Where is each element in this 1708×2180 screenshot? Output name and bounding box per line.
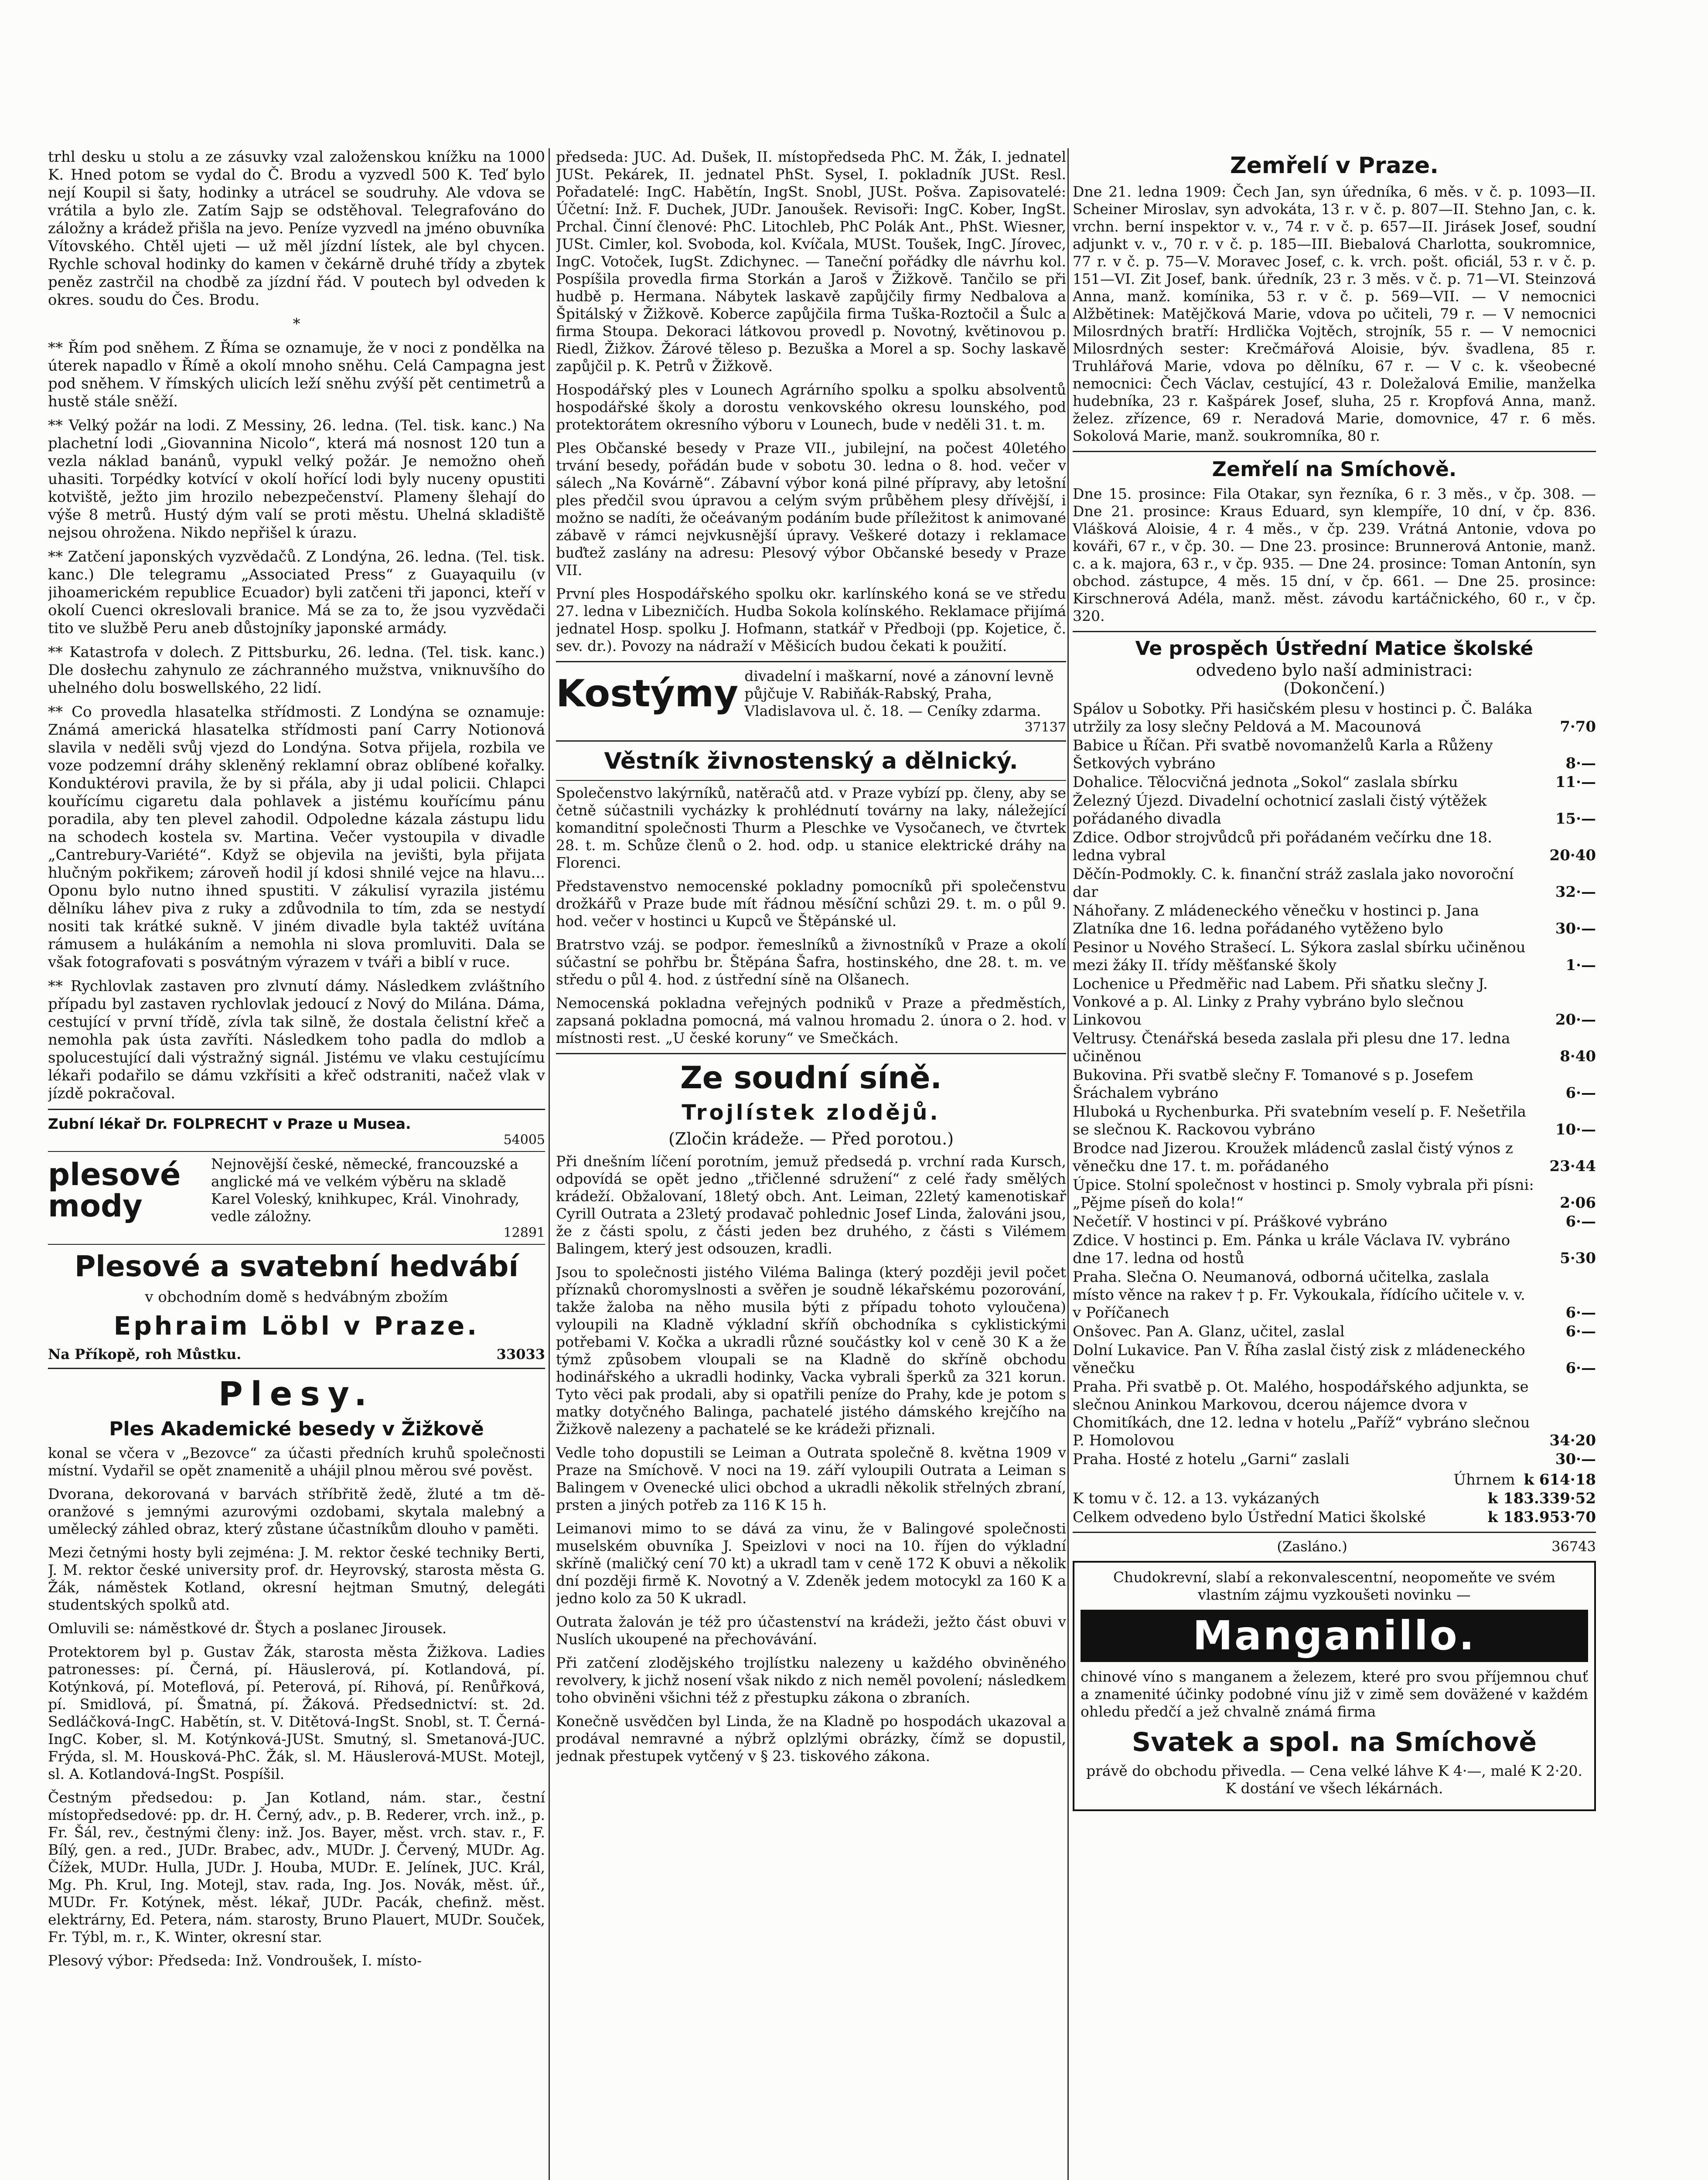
- article-text: Jsou to společnosti jistého Viléma Balinga (který později jevil počet příznaků choromyslnosti a svěřen je soudně lékařskému pozorování, takže žaloba na něho musila býti z případu tohoto vyloučena) vyloupili na Kladně výkladní skříň obchodníka s cyklistickými potřebami V. Kočka a ukradli různé součástky kol v ceně 30 K a že týmž způsobem vloupali se na Kladně do skříně obchodu hodinářského a ukradli hodinky, Vacka vybrali šperků za 321 korun. Tyto věci pak prodali, aby si opatřili peníze do Prahy, kde je potom s matky dotyčného Balinga, pachatelé jistého dámského krejčího na Žižkově nalezeny a pachatelé se ke krádeži přiznali.: [556, 1264, 1066, 1437]
- article-farm-ball: První ples Hospodářského spolku okr. karlínského koná se ve středu 27. ledna v Libezničích. Hudba Sokola kolínského. Reklamace přijímá jednatel Hosp. spolku J. Hofmann, statkář v Předboji (pp. Kojetice, č. sev. dr.). Povozy na nádraží v Měšicích budou čekati k použití.: [556, 585, 1066, 654]
- divider: [48, 1368, 545, 1369]
- sum-label: Celkem odvedeno bylo Ústřední Matici školské: [1073, 1509, 1426, 1526]
- donation-text: Onšovec. Pan A. Glanz, učitel, zaslal: [1073, 1323, 1345, 1340]
- column-right: [1073, 148, 1596, 2180]
- sent-in-label: (Zasláno.): [1277, 1538, 1347, 1555]
- donation-text: Brodce nad Jizerou. Kroužek mládenců zaslal čistý výnos z věnečku dne 17. t. m. pořádaného: [1073, 1140, 1513, 1175]
- donation-row: [1073, 865, 1596, 901]
- article-text: Protektorem byl p. Gustav Žák, starosta města Žižkova. Ladies patronesses: pí. Černá, pí. Häuslerová, pí. Kotlandová, pí. Kotýnková, pí. Moteflová, pí. Peterová, pí. Rihová, pí. Renůřková, pí. Smidlová, pí. Šmatná, pí. Žáková. Předsednictví: st. 2d. Sedláčková-IngC. Habětín, st. V. Ditětová-IngSt. Snobl, st. T. Černá-IngC. Kober, sl. M. Kotýnková-JUSt. Smutný, sl. Smetanová-JUC. Frýda, sl. M. Housková-PhC. Žák, sl. M. Häuslerová-MUSt. Motejl, sl. A. Kotlandová-IngSt. Pospíšil.: [48, 1643, 545, 1782]
- column-left: [48, 148, 545, 2180]
- ad-costumes-text: divadelní i maškarní, nové a zánovní levně půjčuje V. Rabiňák-Rabský, Praha, Vladislavova ul. č. 18. — Ceníky zdarma.: [744, 668, 1054, 719]
- donation-row: [1073, 975, 1596, 1029]
- ad-number: 12891: [503, 1225, 545, 1240]
- article-train-stopped: ** Rychlovlak zastaven pro zlvnutí dámy. Následkem zvláštního případu byl zastaven rychlovlak jedoucí z Nový do Milána. Dáma, cestující v první třídě, zívla tak silně, že dostala čelistní křeč a nemohla pak ústa zavříti. Následkem toho padla do mdlob a spolucestující dali výstražný signál. Jistému ve vlaku cestujícímu lékaři podařilo se dámu vzkřísiti a křeč odstraniti, načež vlak v jízdě pokračoval.: [48, 978, 545, 1102]
- donation-row: [1073, 1342, 1596, 1377]
- donation-text: Babice u Říčan. Při svatbě novomanželů Karla a Růženy Šetkových vybráno: [1073, 737, 1493, 772]
- article-mine-disaster: ** Katastrofa v dolech. Z Pittsburku, 26. ledna. (Tel. tisk. kanc.) Dle dosłechu zahynulo ze záchranného mužstva, vniknuvšího do uhelného dolu boswellského, 22 lidí.: [48, 644, 545, 697]
- donation-row: [1073, 1378, 1596, 1450]
- divider: [556, 1053, 1066, 1054]
- donation-row: [1073, 1232, 1596, 1267]
- sum-row: [1073, 1471, 1596, 1489]
- ad-manganillo-title: Manganillo.: [1081, 1610, 1588, 1662]
- donation-text: Spálov u Sobotky. Při hasičském plesu v hostinci p. Č. Baláka utržily za losy slečny Peldová a M. Macounová: [1073, 700, 1533, 736]
- section-heading-balls: Plesy.: [218, 1374, 375, 1413]
- donation-text: Úpice. Stolní společnost v hostinci p. Smoly vybrala při písni: „Pějme píseň do kola!“: [1073, 1176, 1534, 1212]
- column-rule: [549, 148, 550, 2180]
- donation-row: [1073, 1176, 1596, 1212]
- divider: [556, 780, 1066, 781]
- donation-row: [1073, 1213, 1596, 1231]
- donation-row: [1073, 1030, 1596, 1066]
- donation-amount: 8·—: [1565, 755, 1596, 772]
- sum-label: K tomu v č. 12. a 13. vykázaných: [1073, 1490, 1320, 1507]
- donation-amount: 11·—: [1555, 773, 1596, 791]
- ad-silk-subtitle: v obchodním domě s hedvábným zbožím: [145, 1288, 448, 1306]
- donation-text: Pesinor u Nového Strašecí. L. Sýkora zaslal sbírku učiněnou mezi žáky II. třídy měšťanské školy: [1073, 939, 1526, 974]
- donation-amount: 34·20: [1549, 1432, 1596, 1449]
- ad-manganillo-intro: Chudokrevní, slabí a rekonvalescentní, neopomeňte ve svém vlastním zájmu vyzkoušeti novinku —: [1113, 1569, 1556, 1603]
- article-text: předseda: JUC. Ad. Dušek, II. místopředseda PhC. M. Žák, I. jednatel JUSt. Pekárek, II. jednatel PhSt. Sysel, I. pokladník JUSt. Resl. Pořadatelé: IngC. Habětín, IngSt. Snobl, JUSt. Pošva. Zapisovatelé: Účetní: Inž. F. Duchek, JUDr. Janoušek. Revisoři: IngC. Kober, IngSt. Prchal. Činní členové: PhC. Litochleb, PhC Polák Ant., PhSt. Wiesner, JUSt. Cimler, kol. Svoboda, kol. Kvíčala, MUSt. Toušek, IngC. Jírovec, IngC. Votoček, IugSt. Zdichynec. — Taneční pořádky dle návrhu kol. Pospíšila provedla firma Storkán a Jaroš v Žižkově. Tančilo se při hudbě p. Hermana. Nábytek laskavě zapůjčily firmy Nedbalova a Špitálský v Žižkově. Koberce zapůjčila firma Tuška-Roztočil a Šulc a firma Stoupa. Dekoraci látkovou provedl p. Novotný, květinovou p. Riedl, Žižkov. Žárové těleso p. Bezuška a Morel a sp. Sochy laskavě zapůjčil p. K. Petrů v Žižkově.: [556, 148, 1066, 375]
- article-rome-snow: ** Řím pod sněhem. Z Říma se oznamuje, že v noci z pondělka na úterek napadlo v Římě a okolí mnoho sněhu. Celá Campagna jest pod sněhem. V římských ulicích leží sněhu zvýší pět centimetrů a hustě stále sněží.: [48, 339, 545, 410]
- donation-text: Praha. Hosté z hotelu „Garni“ zaslali: [1073, 1451, 1350, 1468]
- divider: [556, 661, 1066, 662]
- donation-row: [1073, 1140, 1596, 1175]
- article-temperance: ** Co provedla hlasatelka střídmosti. Z Londýna se oznamuje: Známá americká hlasatelka střídmosti paní Carry Notionová slavila v neděli svůj vjezd do Londýna. Sotva přijela, rozbila ve voze podzemní dráhy skleněný reklamní obraz oblíbené kořalky. Konduktérovi pravila, že by si přála, aby ji udal policii. Chlapci kouřícímu cigaretu dala pohlavek a jistému kouřícímu pánu poradila, aby ten plevel zahodil. Odpoledne kázala zástupu lidu na schodech kostela sv. Martina. Večer vystoupila v divadle „Cantrebury-Variété“. Když se objevila na jevišti, byla přijata hlučným pokřikem; zároveň hodil jí kdosi shnilé vejce na hlavu... Oponu bylo nutno ihned spustiti. V zákulisí vyrazila jistému dělníku láhev piva z ruky a zdůvodnila to tím, zda se nestydí nositi tak krátké sukně. V jiném divadle byla taktéž uvítána rámusem a hulákáním a nemohla ni slova promluviti. Dala se však fotografovati s posvátným výrazem v tváři a biblí v ruce.: [48, 703, 545, 971]
- sum-value: k 183.953·70: [1487, 1509, 1596, 1526]
- ad-silk-title: Plesové a svatební hedvábí: [74, 1250, 519, 1283]
- donation-amount: 7·70: [1560, 718, 1596, 736]
- ad-number: 54005: [503, 1132, 545, 1148]
- ad-silk-firm: Ephraim Löbl v Praze.: [113, 1311, 480, 1341]
- section-heading-deaths-prague: Zemřelí v Praze.: [1230, 153, 1439, 179]
- donation-amount: 5·30: [1560, 1250, 1596, 1267]
- donations-list: [1073, 700, 1596, 1468]
- article-text: Při dnešním líčení porotním, jemuž předsedá p. vrchní rada Kursch, odpovídá se opět jedno „třičlenné sdružení“ z celé řady smělých krádeží. Obžalovaní, 18letý obch. Ant. Leiman, 22letý kamenotiskař Cyrill Outrata a 23letý prodavač pohlednic Josef Linda, žalováni jsou, že z části spolu, z části jeden bez druhého, z části s Vilémem Balingem, který jest odsouzen, kradli.: [556, 1153, 1066, 1257]
- ad-ball-fashion-text: Nejnovější české, německé, francouzské a anglické má ve velkém výběru na skladě Karel Voleský, knihkupec, Král. Vinohrady, vedle záložny.: [211, 1155, 520, 1225]
- article-text: Outrata žalován je též pro účastenství na krádeži, ježto část obuvi v Nuslích ukoupené na přechovávání.: [556, 1613, 1066, 1648]
- donation-row: [1073, 1268, 1596, 1322]
- separator-dot: *: [293, 315, 300, 333]
- ad-manganillo-footer: právě do obchodu přivedla. — Cena velké láhve K 4·—, malé K 2·20. K dostání ve všech lékárnách.: [1086, 1762, 1582, 1797]
- donation-row: [1073, 939, 1596, 974]
- article-japanese-spies: ** Zatčení japonských vyzvědačů. Z Londýna, 26. ledna. (Tel. tisk. kanc.) Dle telegramu „Associated Press“ z Guayaquilu (v jihoamerickém republice Ecuador) byli zatčeni tři japonci, kteří v okolí Cuenci okreslovali branice. Má se za to, že jsou vyzvědači tito ve službě Peru aneb důstojníky japonské armády.: [48, 548, 545, 637]
- divider: [48, 1109, 545, 1110]
- donation-text: Praha. Slečna O. Neumanová, odborná učitelka, zaslala místo věnce na rakev † p. Fr. Vykoukala, řídícího učitele v. v. v Poříčanech: [1073, 1268, 1525, 1322]
- donation-text: Náhořany. Z mládeneckého věnečku v hostinci p. Jana Zlatníka dne 16. ledna pořádaného vytěženo bylo: [1073, 902, 1479, 937]
- sum-value: k 614·18: [1524, 1471, 1596, 1489]
- donation-text: Dohalice. Tělocvičná jednota „Sokol“ zaslala sbírku: [1073, 773, 1458, 791]
- article-text: Omluvili se: náměstkové dr. Štych a poslanec Jirousek.: [48, 1620, 447, 1637]
- donation-amount: 6·—: [1565, 1304, 1596, 1322]
- ad-number: 36743: [1551, 1538, 1596, 1555]
- divider: [1073, 1532, 1596, 1533]
- article-agrarian-ball: Hospodářský ples v Lounech Agrárního spolku a spolku absolventů hospodářské školy a dorostu venkovského okresu lounského, pod protektorátem okresního výboru v Lounech, bude v neděli 31. t. m.: [556, 381, 1066, 433]
- article-text: Čestným předsedou: p. Jan Kotland, nám. star., čestní místopředsedové: pp. dr. H. Černý, adv., p. B. Rederer, vrch. inž., p. Fr. Šál, rev., čestnými členy: inž. Jos. Bayer, měst. vrch. stav. r., F. Bílý, gen. a red., JUDr. Brabec, adv., MUDr. J. Červený, MUDr. Ag. Čížek, MUDr. Hulla, JUDr. J. Houba, MUDr. E. Jelínek, JUC. Král, Mg. Ph. Krul, Ing. Motejl, stav. rada, Ing. Jos. Novák, měst. úř., MUDr. Fr. Kotýnek, měst. lékař, JUDr. Pacák, chefinž. měst. elektrárny, Ed. Petera, nám. starosty, Bruno Plauert, MUDr. Souček, Fr. Týbl, m. r., K. Winter, okresní star.: [48, 1789, 545, 1945]
- article-text: trhl desku u stolu a ze zásuvky vzal založenskou knížku na 1000 K. Hned potom se vydal do Č. Brodu a vyzvedl 500 K. Teď bylo nejí Koupil si šaty, hodinky a utrácel se soudruhy. Ale vdova se vrátila a bylo zle. Zatím Sajp se odstěhoval. Telegrafováno do záložny a krádež přišla na jevo. Peníze vyzvedl na jméno obuvníka Vítovského. Chtěl ujeti — už měl jízdní lístek, ale byl chycen. Rychle schoval hodinky do kamen v čekárně druhé třídy a zbytek peněz zastrčil na chodbě za jízdní řád. V poutech byl odveden k okres. soudu do Čes. Brodu.: [48, 148, 545, 309]
- sum-value: k 183.339·52: [1487, 1490, 1596, 1507]
- article-text: Plesový výbor: Předseda: Inž. Vondroušek, I. místo-: [48, 1952, 422, 1969]
- sum-row: [1073, 1490, 1596, 1508]
- article-text: Společenstvo lakýrníků, natěračů atd. v Praze vybízí pp. členy, aby se četně súčastnili vycházky k prohlédnutí továrny na laky, náležející komanditní společnosti Thurm a Pleschke ve Vysočanech, ve čtvrtek 28. t. m. Schůze členů o 2. hod. odp. u stanice elektrické dráhy na Florenci.: [556, 784, 1066, 871]
- article-text: Představenstvo nemocenské pokladny pomocníků při společenstvu drožkářů v Praze bude mít řádnou měsíční schůzi 29. t. m. o půl 9. hod. večer v hostinci u Kupců ve Štěpánské ul.: [556, 878, 1066, 930]
- article-text: konal se včera v „Bezovce“ za účasti předních kruhů společnosti místní. Vydařil se opět znamenitě a uhájil plnou měrou své pověst.: [48, 1444, 545, 1479]
- article-text: Dvorana, dekorovaná v barvách stříbřitě žedě, žluté a tm dě-oranžové s jemnými azurovými ozdobami, skytala malebný a umělecký záhled obraz, který zůstane účastníkům dlouho v paměti.: [48, 1485, 545, 1537]
- donation-row: [1073, 773, 1596, 791]
- donation-row: [1073, 829, 1596, 865]
- donation-text: Hluboká u Rychenburka. Při svatebním veselí p. F. Nešetřila se slečnou K. Rackovou vybráno: [1073, 1103, 1526, 1138]
- subheading-continued: (Dokončení.): [1283, 680, 1385, 698]
- donation-amount: 20·—: [1555, 1011, 1596, 1029]
- donation-row: [1073, 1066, 1596, 1102]
- donation-row: [1073, 1103, 1596, 1139]
- donation-amount: 6·—: [1565, 1359, 1596, 1377]
- article-text: Vedle toho dopustili se Leiman a Outrata společně 8. května 1909 v Praze na Smíchově. V noci na 19. září vyloupili Outrata a Leiman s Balingem v Ovenecké ulici obchod a ukradli několik střelných zbraní, prsten a jiných potřeb za 116 K 15 h.: [556, 1444, 1066, 1513]
- divider: [48, 1244, 545, 1245]
- donation-amount: 20·40: [1549, 847, 1596, 864]
- subheading-crime: (Zločin krádeže. — Před porotou.): [668, 1129, 954, 1148]
- section-heading-trade: Věstník živnostenský a dělnický.: [604, 748, 1018, 774]
- divider: [48, 1151, 545, 1152]
- donation-text: Zdice. Odbor strojvůdců při pořádaném večírku dne 18. ledna vybral: [1073, 829, 1492, 864]
- ad-number: 33033: [496, 1346, 545, 1362]
- section-heading-donations: Ve prospěch Ústřední Matice školské: [1135, 637, 1534, 660]
- ad-costumes-title: Kostýmy: [556, 672, 739, 715]
- ad-manganillo: [1073, 1561, 1596, 1811]
- donation-text: Lochenice u Předměřic nad Labem. Při sňatku slečny J. Vonkové a p. Al. Linky z Prahy vybráno bylo slečnou Linkovou: [1073, 975, 1488, 1029]
- article-deaths: Dne 21. ledna 1909: Čech Jan, syn úředníka, 6 měs. v č. p. 1093—II. Scheiner Miroslav, syn advokáta, 13 r. v č. p. 807—II. Stehno Jan, c. k. vrchn. berní inspektor v. v., 74 r. v č. p. 657—II. Jirásek Josef, soudní adjunkt v. v., 70 r. v č. p. 185—III. Biebalová Charlotta, soukromnice, 77 r. v č. p. 75—V. Moravec Josef, c. k. vrch. pošt. oficiál, 53 r. v č. p. 151—VI. Zit Josef, bank. úředník, 23 r. 3 měs. v č. p. 71—VI. Steinzová Anna, manž. komínika, 53 r. v č. p. 569—VII. — V nemocnici Alžbětinek: Matějčková Marie, vdova po učiteli, 79 r. — V nemocnici Milosrdných bratří: Hrdlička Vojtěch, strojník, 55 r. — V nemocnici Milosrdných sester: Krečmářová Aloisie, býv. švadlena, 85 r. Truhlářová Marie, vdova po dělníku, 67 r. — V c. k. všeobecné nemocnici: Čech Václav, cestující, 43 r. Doležalová Emilie, manželka hudebníka, 23 r. Kašpárek Josef, sluha, 25 r. Kropfová Anna, manž. želez. zřízence, 69 r. Neradová Marie, domovnice, 47 r. 6 měs. Sokolová Marie, manž. soukromníka, 80 r.: [1073, 183, 1596, 444]
- donation-amount: 10·—: [1555, 1121, 1596, 1138]
- donation-row: [1073, 1451, 1596, 1468]
- donation-text: Praha. Při svatbě p. Ot. Malého, hospodářského adjunkta, se slečnou Aninkou Markovou, dcerou nájemce dvora v Chomitíkách, dne 12. ledna v hotelu „Paříž“ vybráno slečnou P. Homolovou: [1073, 1378, 1530, 1449]
- donation-amount: 2·06: [1560, 1194, 1596, 1212]
- article-text: Při zatčení zlodějského trojlístku nalezeny u každého obviněného revolvery, k jichž nosení však nikdo z nich neměl povolení; následkem toho obviněni všichni též z přestupku zákona o zbraních.: [556, 1654, 1066, 1706]
- donation-amount: 30·—: [1555, 1451, 1596, 1468]
- ad-dentist: [48, 1115, 545, 1132]
- article-text: Mezi četnými hosty byli zejména: J. M. rektor české techniky Berti, J. M. rektor české university prof. dr. Heyrovský, starosta města G. Žák, náměstek Kotland, okresní hejtman Smutný, delegáti studentských spolků atd.: [48, 1544, 545, 1613]
- article-deaths: Dne 15. prosince: Fila Otakar, syn řezníka, 6 r. 3 měs., v čp. 308. — Dne 21. prosince: Kraus Eduard, syn klempíře, 10 dní, v čp. 836. Vlášková Aloisie, 4 r. 4 měs., v čp. 239. Vrátná Antonie, vdova po kováři, 67 r., v čp. 30. — Dne 23. prosince: Brunnerová Antonie, manž. c. a k. majora, 63 r., v čp. 935. — Dne 24. prosince: Toman Antonín, syn obchod. zástupce, 4 měs. 15 dní, v čp. 661. — Dne 25. prosince: Kirschnerová Adéla, manž. měst. závodu kartáčnického, 60 r., v čp. 320.: [1073, 485, 1596, 624]
- article-text: Leimanovi mimo to se dává za vinu, že v Balingové společnosti muselském obuvníka J. Speizlovi v noci na 10. říjen do výkladní skříně (maličký cení 70 kt) a ukradl tam v ceně 172 K obuvi a několik dní později firmě K. Novotný a V. Zdeněk jedem motocykl za 160 K a jedno kolo za 50 K ukradl.: [556, 1520, 1066, 1607]
- donation-row: [1073, 792, 1596, 828]
- donation-amount: 6·—: [1565, 1213, 1596, 1230]
- article-ship-fire: ** Velký požár na lodi. Z Messiny, 26. ledna. (Tel. tisk. kanc.) Na plachetní lodi „Giovannina Nicolo“, která má nosnost 120 tun a vezla náklad banánů, vypukl velký požár. Je nemožno oheň uhasiti. Torpédky kotvící v okolí hořící lodi byly nuceny opustiti kotviště, ježto jim hrozilo nebezpečenství. Plameny šlehají do výše 8 metrů. Hustý dým valí se proti městu. Uhelná skladiště nejsou ohrožena. Nikdo nepřišel k úrazu.: [48, 417, 545, 542]
- article-civic-ball: Ples Občanské besedy v Praze VII., jubilejní, na počest 40letého trvání besedy, pořádán bude v sobotu 30. ledna o 8. hod. večer v sálech „Na Kovárně“. Zábavní výbor koná pilné přípravy, aby letošní ples předčil svou úpravou a celým svým průběhem plesy dřívější, i možno se nadíti, že očeávaným podáním bude příležitost k animované zábavě v rámci nejvkusnější úpravy. Veškeré dotazy i reklamace buďtež zaslány na adresu: Plesový výbor Občanské besedy v Praze VII.: [556, 439, 1066, 579]
- ad-dentist-text: Zubní lékař Dr. FOLPRECHT v Praze u Musea.: [48, 1115, 411, 1132]
- donation-text: Železný Újezd. Divadelní ochotnicí zaslali čistý výtěžek pořádaného divadla: [1073, 792, 1487, 828]
- donation-amount: 32·—: [1555, 883, 1596, 901]
- donation-row: [1073, 1323, 1596, 1341]
- sent-in-header: [1073, 1538, 1596, 1555]
- article-text: Nemocenská pokladna veřejných podniků v Praze a předměstích, zapsaná pokladna pomocná, má valnou hromadu 2. února o 2. hod. v místnosti rest. „U české koruny“ ve Smečkách.: [556, 995, 1066, 1046]
- subheading-thieves: Trojlístek zlodějů.: [682, 1100, 941, 1125]
- donation-text: Dolní Lukavice. Pan V. Říha zaslal čistý zisk z mládeneckého věnečku: [1073, 1342, 1525, 1377]
- donation-row: [1073, 737, 1596, 773]
- donation-amount: 30·—: [1555, 920, 1596, 937]
- donation-text: Zdice. V hostinci p. Em. Pánka u krále Václava IV. vybráno dne 17. ledna od hostů: [1073, 1232, 1510, 1267]
- column-rule: [1067, 148, 1069, 2180]
- ad-costumes: [556, 668, 1066, 720]
- ad-ball-fashion: [48, 1155, 545, 1225]
- section-heading-deaths-smichov: Zemřelí na Smíchově.: [1212, 457, 1457, 481]
- divider: [556, 740, 1066, 742]
- donation-text: Veltrusy. Čtenářská beseda zaslala při plesu dne 17. ledna učiněnou: [1073, 1030, 1510, 1065]
- ad-silk: [48, 1249, 545, 1362]
- donation-row: [1073, 700, 1596, 736]
- donation-amount: 15·—: [1555, 810, 1596, 828]
- ad-number: 37137: [1024, 720, 1066, 735]
- divider: [1073, 451, 1596, 452]
- donation-amount: 6·—: [1565, 1084, 1596, 1102]
- article-text: Konečně usvědčen byl Linda, že na Kladně po hospodách ukazoval a prodával nemravné a nýbrž oplzlými obrázky, čímž se dopustil, jednak přestupek vytčený v § 23. tiskového zákona.: [556, 1713, 1066, 1764]
- donation-amount: 8·40: [1560, 1048, 1596, 1065]
- ad-silk-address: Na Příkopě, roh Můstku.: [48, 1346, 242, 1362]
- subheading-donations: odvedeno bylo naší administraci:: [1196, 661, 1473, 680]
- donation-amount: 1·—: [1565, 957, 1596, 974]
- sum-row: [1073, 1509, 1596, 1526]
- donation-text: Nečetíř. V hostinci v pí. Práškové vybráno: [1073, 1213, 1388, 1230]
- column-middle: [556, 148, 1066, 2180]
- donation-row: [1073, 902, 1596, 938]
- donation-text: Bukovina. Při svatbě slečny F. Tomanové s p. Josefem Šráchalem vybráno: [1073, 1066, 1473, 1102]
- sum-label: Úhrnem: [1453, 1471, 1515, 1489]
- ad-ball-fashion-title: plesové mody: [48, 1157, 181, 1224]
- article-text: Bratrstvo vzáj. se podpor. řemeslníků a živnostníků v Praze a okolí súčastní se pohřbu br. Štěpána Šafra, hostinského, dne 28. t. m. ve středu o půl 4. hod. z ústřední síně na Olšanech.: [556, 936, 1066, 988]
- section-heading-court: Ze soudní síně.: [680, 1060, 942, 1096]
- divider: [1073, 631, 1596, 632]
- donation-amount: 23·44: [1549, 1158, 1596, 1175]
- ad-manganillo-firm: Svatek a spol. na Smíchově: [1132, 1727, 1537, 1758]
- donation-text: Děčín-Podmokly. C. k. finanční stráž zaslala jako novoroční dar: [1073, 865, 1514, 901]
- donation-amount: 6·—: [1565, 1323, 1596, 1340]
- ad-manganillo-text: chinové víno s manganem a železem, které pro svou příjemnou chuť a znamenité účinky podobné vínu již v zimě sem doväžené v každém ohledu předčí a jež chvalně známá firma: [1081, 1668, 1588, 1720]
- subheading-academic-ball: Ples Akademické besedy v Žižkově: [109, 1418, 484, 1440]
